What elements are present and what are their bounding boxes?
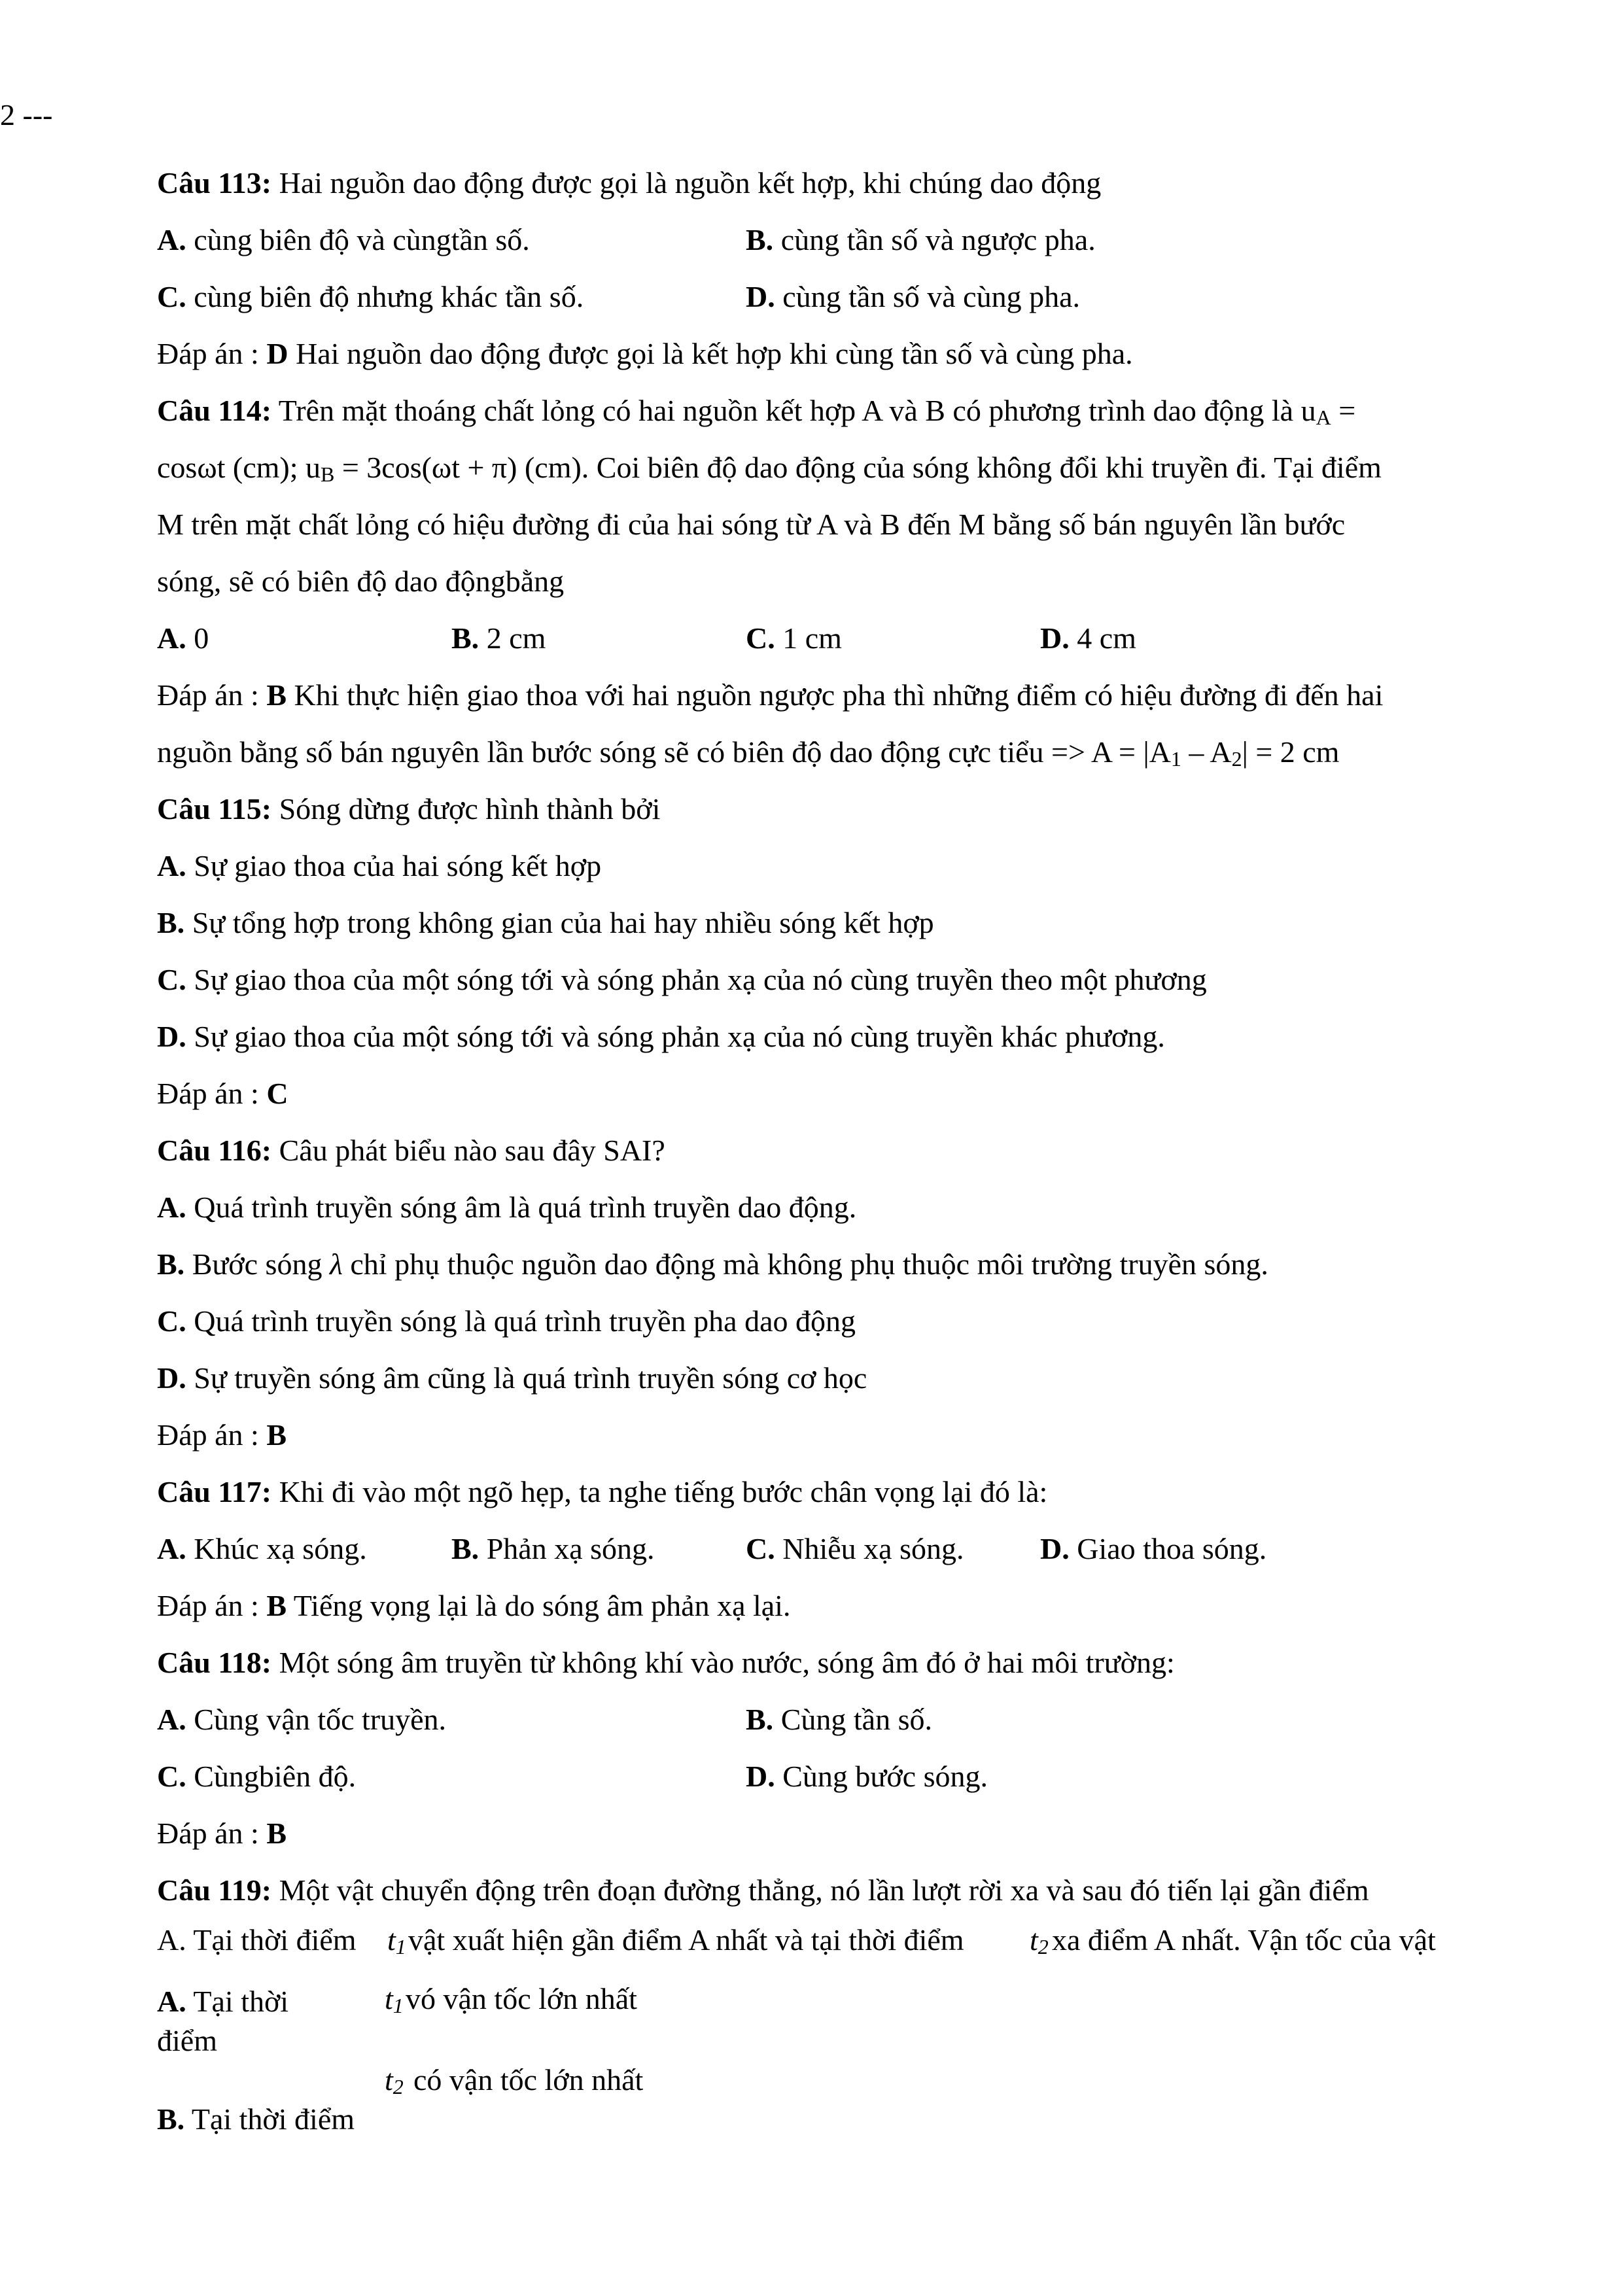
option-b [451,610,746,667]
answer-prefix: Đáp án : [157,1589,267,1622]
option-b [746,1691,932,1748]
option-text: Quá trình truyền sóng âm là quá trình truyền dao động. [194,1191,857,1224]
question-text: vật xuất hiện gần điểm A nhất và tại thời điểm [408,1923,964,1957]
option-a [157,1179,1498,1236]
option-a [157,1691,746,1748]
option-letter: A. [157,223,186,256]
option-a [157,211,746,268]
option-text: Sự giao thoa của hai sóng kết hợp [194,849,602,882]
question-114-answer-line2 [157,723,1498,780]
option-text: Cùng bước sóng. [782,1760,988,1793]
option-letter: C. [746,621,775,655]
option-b [746,211,1096,268]
option-d [1040,1520,1266,1577]
option-b [157,2101,355,2138]
answer-text: | = 2 cm [1242,735,1340,769]
option-text: Sự giao thoa của một sóng tới và sóng phản xạ của nó cùng truyền theo một phương [194,963,1207,996]
option-text: Sự giao thoa của một sóng tới và sóng phản xạ của nó cùng truyền khác phương. [194,1020,1165,1053]
question-text: Khi đi vào một ngõ hẹp, ta nghe tiếng bước chân vọng lại đó là: [271,1475,1048,1508]
t1-variable: t1 [387,1923,406,1958]
question-118-options-ab [157,1691,1498,1748]
option-letter: C. [157,1760,186,1793]
option-letter: B. [157,906,185,939]
question-text: xa điểm A nhất. Vận tốc của vật [1052,1923,1436,1957]
option-text: Sự tổng hợp trong không gian của hai hay nhiều sóng kết hợp [192,906,934,939]
option-t2-text: có vận tốc lớn nhất [413,2063,644,2096]
option-letter: A. [157,1703,186,1736]
question-114-options [157,610,1498,667]
option-text: chỉ phụ thuộc nguồn dao động mà không phụ thuộc môi trường truyền sóng. [342,1247,1268,1281]
option-text: cùng biên độ nhưng khác tần số. [194,280,584,313]
question-114-stem-line3: M trên mặt chất lỏng có hiệu đường đi của hai sóng từ A và B đến M bằng số bán nguyên lần bước [157,508,1346,541]
option-letter: B. [746,1703,774,1736]
option-a [157,610,451,667]
option-text: cùng tần số và cùng pha. [782,280,1081,313]
option-letter: D. [746,280,775,313]
answer-prefix: Đáp án : [157,1817,267,1850]
answer-key: B [266,678,287,712]
answer-text: – A [1181,735,1232,769]
option-text: Tại thời [186,1985,289,2018]
question-text: Một sóng âm truyền từ không khí vào nước, sóng âm đó ở hai môi trường: [271,1646,1175,1679]
answer-key: C [266,1077,288,1110]
option-d [157,1349,1498,1406]
t1-variable: t1 [385,1982,404,2017]
answer-key: B [266,1418,287,1452]
option-b [451,1520,746,1577]
option-a [157,837,1498,894]
question-label: Câu 119: [157,1873,272,1907]
question-label: Câu 118: [157,1646,272,1679]
option-letter: D. [157,1361,186,1395]
option-text: Bước sóng [192,1247,330,1281]
answer-prefix: Đáp án : [157,1077,267,1110]
option-a [157,1520,451,1577]
lambda-symbol: λ [329,1247,343,1281]
subscript: 2 [1231,747,1242,771]
question-text: A. Tại thời điểm [157,1923,357,1957]
option-letter: C. [157,1304,186,1338]
option-text: 4 cm [1077,621,1136,655]
question-113-stem [157,154,1498,211]
question-114-stem-line2 [157,439,1498,496]
t2-variable: t2 [1030,1923,1049,1958]
question-114-stem-line4: sóng, sẽ có biên độ dao độngbằng [157,565,565,598]
question-text: Hai nguồn dao động được gọi là nguồn kết hợp, khi chúng dao động [271,166,1102,200]
question-117-answer [157,1577,1498,1634]
option-b [157,894,1498,951]
answer-key: B [266,1817,287,1850]
question-label: Câu 114: [157,394,272,427]
question-text: Trên mặt thoáng chất lỏng có hai nguồn kết hợp A và B có phương trình dao động là u [271,394,1316,427]
answer-prefix: Đáp án : [157,1418,267,1452]
option-c [157,1748,746,1805]
option-text: Khúc xạ sóng. [194,1532,367,1565]
question-label: Câu 116: [157,1134,272,1167]
option-letter: D. [157,1020,186,1053]
subscript: A [1316,406,1331,429]
question-113-answer [157,325,1498,382]
answer-text: Hai nguồn dao động được gọi là kết hợp khi cùng tần số và cùng pha. [288,337,1133,370]
answer-text: nguồn bằng số bán nguyên lần bước sóng sẽ có biên độ dao động cực tiểu => A = |A [157,735,1171,769]
option-text: Nhiễu xạ sóng. [782,1532,964,1565]
question-114-answer-line1 [157,667,1498,723]
answer-prefix: Đáp án : [157,678,267,712]
option-c [157,951,1498,1008]
option-d [157,1008,1498,1065]
option-letter: B. [451,621,480,655]
option-a-text: vó vận tốc lớn nhất [406,1982,637,2015]
answer-prefix: Đáp án : [157,337,267,370]
question-113-options-cd [157,268,1498,325]
option-letter: D. [1040,621,1070,655]
option-text: Sự truyền sóng âm cũng là quá trình truyền sóng cơ học [194,1361,867,1395]
option-letter: D. [746,1760,775,1793]
question-113-options-ab [157,211,1498,268]
subscript: 1 [1170,747,1181,771]
question-text: cosωt (cm); u [157,451,321,484]
option-letter: C. [157,280,186,313]
t2-variable: t2 [385,2063,404,2098]
question-115-answer [157,1065,1498,1122]
option-text: Cùng vận tốc truyền. [194,1703,447,1736]
option-letter: A. [157,621,186,655]
option-letter: A. [157,849,186,882]
option-text: Giao thoa sóng. [1077,1532,1267,1565]
option-text: 0 [194,621,209,655]
question-116-answer [157,1406,1498,1463]
question-119-stem [157,1862,1498,1919]
question-text: = 3cos(ωt + π) (cm). Coi biên độ dao động của sóng không đổi khi truyền đi. Tại điểm [334,451,1382,484]
page-marker: 2 --- [0,98,53,131]
option-d [1040,610,1136,667]
question-text: Câu phát biểu nào sau đây SAI? [271,1134,665,1167]
question-text: Sóng dừng được hình thành bởi [271,792,661,826]
option-letter: A. [157,1191,186,1224]
option-c [157,1293,1498,1349]
option-a-continued: điểm [157,2024,217,2057]
question-116-stem [157,1122,1498,1179]
option-d [746,1748,988,1805]
answer-key: B [266,1589,287,1622]
option-letter: B. [746,223,774,256]
question-117-options [157,1520,1498,1577]
option-letter: A. [157,1532,186,1565]
option-text: Cùng tần số. [780,1703,932,1736]
option-c [746,610,1040,667]
question-text: Một vật chuyển động trên đoạn đường thẳng, nó lần lượt rời xa và sau đó tiến lại gần điểm [271,1873,1369,1907]
option-letter: D. [1040,1532,1070,1565]
document-content [157,154,1498,1919]
option-text: cùng biên độ và cùngtần số. [194,223,530,256]
question-114-stem-line1 [157,382,1498,439]
option-letter: B. [157,1247,185,1281]
question-118-answer [157,1805,1498,1862]
option-d [746,268,1080,325]
option-b [157,1236,1498,1293]
question-label: Câu 113: [157,166,272,200]
subscript: B [321,462,335,486]
option-text: Quá trình truyền sóng là quá trình truyền pha dao động [194,1304,856,1338]
option-letter: C. [746,1532,775,1565]
option-letter: A. [157,1985,186,2018]
option-text: Tại thời điểm [184,2102,355,2136]
option-text: cùng tần số và ngược pha. [780,223,1096,256]
option-c [157,268,746,325]
option-text: 2 cm [486,621,546,655]
option-c [746,1520,1040,1577]
answer-text: Khi thực hiện giao thoa với hai nguồn ngược pha thì những điểm có hiệu đường đi đến hai [287,678,1384,712]
question-label: Câu 117: [157,1475,272,1508]
question-text: = [1331,394,1356,427]
question-118-options-cd [157,1748,1498,1805]
question-115-stem [157,780,1498,837]
question-117-stem [157,1463,1498,1520]
option-letter: B. [451,1532,480,1565]
option-text: Cùngbiên độ. [194,1760,357,1793]
option-text: Phản xạ sóng. [486,1532,655,1565]
question-label: Câu 115: [157,792,272,826]
option-letter: C. [157,963,186,996]
option-text: 1 cm [782,621,842,655]
question-118-stem [157,1634,1498,1691]
option-letter: B. [157,2102,185,2136]
answer-key: D [266,337,288,370]
option-a [157,1983,288,2020]
answer-text: Tiếng vọng lại là do sóng âm phản xạ lại. [287,1589,791,1622]
